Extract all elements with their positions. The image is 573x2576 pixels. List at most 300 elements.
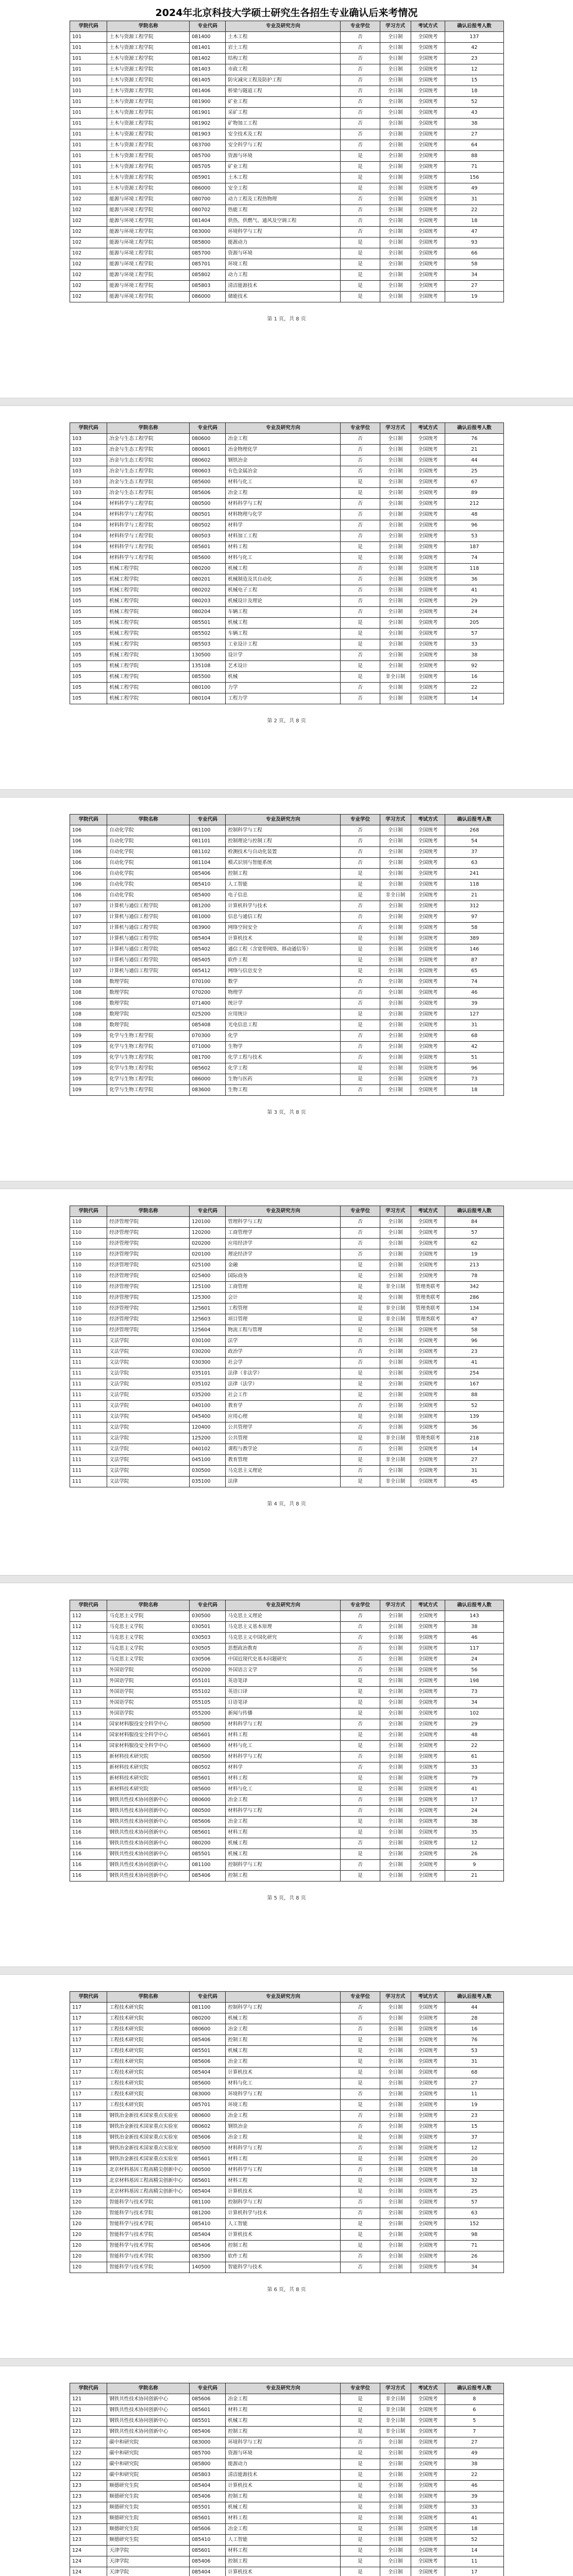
cell-applicant-count: 137 bbox=[445, 32, 503, 43]
column-header-major-code: 专业代码 bbox=[190, 1992, 226, 2003]
cell-college-code: 102 bbox=[70, 205, 107, 216]
cell-study-mode: 全日制 bbox=[380, 520, 411, 531]
page-footer: 第 2 页，共 8 页 bbox=[267, 718, 306, 724]
cell-major-code: 083900 bbox=[190, 923, 226, 934]
cell-college-name: 计算机与通信工程学院 bbox=[107, 912, 190, 923]
cell-applicant-count: 76 bbox=[445, 2035, 503, 2046]
cell-college-name: 冶金与生态工程学院 bbox=[107, 477, 190, 488]
column-header-major-code: 专业代码 bbox=[190, 423, 226, 434]
cell-college-name: 新材料技术研究院 bbox=[107, 1752, 190, 1762]
column-header-applicant-count: 确认后报考人数 bbox=[445, 2383, 503, 2394]
table-row bbox=[70, 2057, 504, 2067]
cell-major-code: 080700 bbox=[190, 194, 226, 205]
cell-college-name: 土木与资源工程学院 bbox=[107, 162, 190, 173]
table-row bbox=[70, 934, 504, 944]
cell-college-name: 工程技术研究院 bbox=[107, 2067, 190, 2078]
column-header-college-code: 学院代码 bbox=[70, 21, 107, 32]
cell-applicant-count: 33 bbox=[445, 1762, 503, 1773]
cell-major-name: 公共管理 bbox=[226, 1433, 341, 1444]
cell-applicant-count: 24 bbox=[445, 607, 503, 618]
cell-major-name: 环境工程 bbox=[226, 259, 341, 270]
cell-study-mode: 全日制 bbox=[380, 32, 411, 43]
cell-applicant-count: 41 bbox=[445, 2513, 503, 2524]
cell-study-mode: 全日制 bbox=[380, 1719, 411, 1730]
cell-major-name: 信息与通信工程 bbox=[226, 912, 341, 923]
cell-college-code: 101 bbox=[70, 75, 107, 86]
cell-college-name: 钢铁共性技术协同创新中心 bbox=[107, 1795, 190, 1806]
cell-applicant-count: 26 bbox=[445, 2251, 503, 2262]
cell-professional-degree: 是 bbox=[341, 2535, 380, 2546]
cell-study-mode: 全日制 bbox=[380, 1347, 411, 1358]
cell-college-code: 102 bbox=[70, 216, 107, 227]
cell-exam-mode: 全国统考 bbox=[411, 1063, 445, 1074]
cell-college-code: 118 bbox=[70, 2132, 107, 2143]
cell-college-name: 经济管理学院 bbox=[107, 1282, 190, 1293]
cell-exam-mode: 全国统考 bbox=[411, 1020, 445, 1031]
cell-major-code: 085700 bbox=[190, 2448, 226, 2459]
cell-major-name: 马克思主义理论 bbox=[226, 1466, 341, 1477]
cell-study-mode: 全日制 bbox=[380, 2143, 411, 2154]
cell-applicant-count: 286 bbox=[445, 1293, 503, 1303]
cell-professional-degree: 否 bbox=[341, 108, 380, 118]
cell-college-code: 110 bbox=[70, 1249, 107, 1260]
admission-table-page-4 bbox=[70, 1206, 504, 1487]
cell-college-code: 122 bbox=[70, 2448, 107, 2459]
cell-major-name: 法律（法学） bbox=[226, 1379, 341, 1390]
cell-professional-degree: 是 bbox=[341, 1020, 380, 1031]
cell-major-code: 085406 bbox=[190, 2556, 226, 2567]
cell-study-mode: 全日制 bbox=[380, 151, 411, 162]
cell-applicant-count: 48 bbox=[445, 1730, 503, 1741]
cell-college-name: 机械工程学院 bbox=[107, 650, 190, 661]
page-footer: 第 6 页，共 8 页 bbox=[267, 2287, 306, 2293]
cell-study-mode: 全日制 bbox=[380, 1379, 411, 1390]
cell-professional-degree: 是 bbox=[341, 2556, 380, 2567]
cell-applicant-count: 22 bbox=[445, 205, 503, 216]
cell-college-name: 文法学院 bbox=[107, 1412, 190, 1422]
cell-college-name: 能源与环境工程学院 bbox=[107, 205, 190, 216]
cell-college-code: 103 bbox=[70, 455, 107, 466]
cell-college-code: 103 bbox=[70, 477, 107, 488]
cell-major-code: 140500 bbox=[190, 2262, 226, 2273]
cell-college-code: 113 bbox=[70, 1676, 107, 1687]
table-row bbox=[70, 1020, 504, 1031]
cell-professional-degree: 是 bbox=[341, 1271, 380, 1282]
cell-applicant-count: 52 bbox=[445, 2535, 503, 2546]
cell-applicant-count: 11 bbox=[445, 2089, 503, 2100]
cell-professional-degree: 否 bbox=[341, 1249, 380, 1260]
cell-major-code: 085606 bbox=[190, 488, 226, 499]
cell-major-name: 材料工程 bbox=[226, 1730, 341, 1741]
table-row bbox=[70, 216, 504, 227]
cell-college-name: 能源与环境工程学院 bbox=[107, 194, 190, 205]
cell-college-name: 机械工程学院 bbox=[107, 574, 190, 585]
cell-exam-mode: 全国统考 bbox=[411, 2416, 445, 2427]
cell-professional-degree: 否 bbox=[341, 564, 380, 574]
table-row bbox=[70, 2024, 504, 2035]
cell-study-mode: 全日制 bbox=[380, 216, 411, 227]
cell-major-code: 030501 bbox=[190, 1622, 226, 1633]
cell-college-name: 冶金与生态工程学院 bbox=[107, 455, 190, 466]
cell-professional-degree: 是 bbox=[341, 944, 380, 955]
column-header-exam-mode: 考试方式 bbox=[411, 21, 445, 32]
column-header-college-code: 学院代码 bbox=[70, 1992, 107, 2003]
cell-professional-degree: 否 bbox=[341, 1228, 380, 1239]
cell-applicant-count: 47 bbox=[445, 1314, 503, 1325]
cell-major-name: 控制工程 bbox=[226, 2492, 341, 2502]
cell-applicant-count: 96 bbox=[445, 1336, 503, 1347]
cell-exam-mode: 全国统考 bbox=[411, 2427, 445, 2437]
cell-study-mode: 全日制 bbox=[380, 2013, 411, 2024]
cell-study-mode: 全日制 bbox=[380, 1020, 411, 1031]
cell-study-mode: 全日制 bbox=[380, 1698, 411, 1708]
cell-college-code: 113 bbox=[70, 1698, 107, 1708]
cell-applicant-count: 88 bbox=[445, 151, 503, 162]
cell-applicant-count: 33 bbox=[445, 639, 503, 650]
cell-major-code: 085404 bbox=[190, 2230, 226, 2241]
cell-college-name: 文法学院 bbox=[107, 1336, 190, 1347]
cell-professional-degree: 否 bbox=[341, 1622, 380, 1633]
cell-major-code: 085606 bbox=[190, 2524, 226, 2535]
table-row bbox=[70, 1730, 504, 1741]
cell-exam-mode: 全国统考 bbox=[411, 2492, 445, 2502]
cell-college-code: 120 bbox=[70, 2251, 107, 2262]
cell-professional-degree: 否 bbox=[341, 1053, 380, 1063]
cell-applicant-count: 46 bbox=[445, 2481, 503, 2492]
cell-study-mode: 全日制 bbox=[380, 1708, 411, 1719]
cell-major-name: 工商管理学 bbox=[226, 1228, 341, 1239]
cell-professional-degree: 否 bbox=[341, 2003, 380, 2013]
cell-college-code: 114 bbox=[70, 1730, 107, 1741]
table-row bbox=[70, 2035, 504, 2046]
cell-exam-mode: 全国统考 bbox=[411, 455, 445, 466]
cell-study-mode: 全日制 bbox=[380, 1063, 411, 1074]
cell-professional-degree: 否 bbox=[341, 1643, 380, 1654]
cell-exam-mode: 全国统考 bbox=[411, 2459, 445, 2470]
cell-exam-mode: 全国统考 bbox=[411, 574, 445, 585]
cell-professional-degree: 否 bbox=[341, 510, 380, 520]
cell-professional-degree: 是 bbox=[341, 2513, 380, 2524]
cell-college-code: 105 bbox=[70, 639, 107, 650]
cell-college-name: 外国语学院 bbox=[107, 1687, 190, 1698]
cell-exam-mode: 全国统考 bbox=[411, 2481, 445, 2492]
cell-college-code: 106 bbox=[70, 890, 107, 901]
cell-major-name: 土木工程 bbox=[226, 32, 341, 43]
column-header-college-code: 学院代码 bbox=[70, 423, 107, 434]
cell-study-mode: 全日制 bbox=[380, 2111, 411, 2122]
cell-applicant-count: 20 bbox=[445, 2154, 503, 2165]
cell-college-code: 111 bbox=[70, 1444, 107, 1455]
cell-college-code: 106 bbox=[70, 869, 107, 879]
cell-major-code: 080601 bbox=[190, 445, 226, 455]
table-row bbox=[70, 2502, 504, 2513]
cell-exam-mode: 全国统考 bbox=[411, 2111, 445, 2122]
cell-major-name: 马克思主义中国化研究 bbox=[226, 1633, 341, 1643]
cell-exam-mode: 全国统考 bbox=[411, 1676, 445, 1687]
cell-major-name: 冶金工程 bbox=[226, 488, 341, 499]
cell-applicant-count: 146 bbox=[445, 944, 503, 955]
cell-study-mode: 全日制 bbox=[380, 1390, 411, 1401]
cell-college-name: 机械工程学院 bbox=[107, 596, 190, 607]
cell-applicant-count: 66 bbox=[445, 248, 503, 259]
table-row bbox=[70, 2046, 504, 2057]
cell-major-code: 085601 bbox=[190, 2546, 226, 2556]
cell-applicant-count: 14 bbox=[445, 2546, 503, 2556]
cell-applicant-count: 37 bbox=[445, 2132, 503, 2143]
cell-major-name: 网络与信息安全 bbox=[226, 966, 341, 977]
cell-exam-mode: 全国统考 bbox=[411, 1795, 445, 1806]
cell-professional-degree: 是 bbox=[341, 1412, 380, 1422]
cell-college-name: 智能科学与技术学院 bbox=[107, 2208, 190, 2219]
cell-professional-degree: 否 bbox=[341, 923, 380, 934]
cell-major-code: 125603 bbox=[190, 1314, 226, 1325]
cell-major-name: 冶金工程 bbox=[226, 2394, 341, 2405]
column-header-college-code: 学院代码 bbox=[70, 2383, 107, 2394]
cell-college-code: 111 bbox=[70, 1477, 107, 1487]
cell-major-code: 083000 bbox=[190, 2089, 226, 2100]
table-row bbox=[70, 488, 504, 499]
cell-college-name: 文法学院 bbox=[107, 1347, 190, 1358]
column-header-study-mode: 学习方式 bbox=[380, 1206, 411, 1217]
cell-college-code: 107 bbox=[70, 923, 107, 934]
cell-college-name: 钢铁冶金新技术国家重点实验室 bbox=[107, 2132, 190, 2143]
table-row bbox=[70, 1303, 504, 1314]
cell-major-code: 030503 bbox=[190, 1633, 226, 1643]
cell-study-mode: 全日制 bbox=[380, 564, 411, 574]
cell-applicant-count: 76 bbox=[445, 434, 503, 445]
cell-professional-degree: 否 bbox=[341, 836, 380, 847]
cell-study-mode: 全日制 bbox=[380, 1217, 411, 1228]
cell-applicant-count: 18 bbox=[445, 86, 503, 97]
cell-exam-mode: 全国统考 bbox=[411, 2143, 445, 2154]
cell-college-name: 顺德研究生院 bbox=[107, 2535, 190, 2546]
cell-major-name: 资源与环境 bbox=[226, 151, 341, 162]
cell-study-mode: 非全日制 bbox=[380, 1303, 411, 1314]
cell-exam-mode: 全国统考 bbox=[411, 2470, 445, 2481]
column-header-applicant-count: 确认后报考人数 bbox=[445, 21, 503, 32]
cell-study-mode: 全日制 bbox=[380, 1633, 411, 1643]
table-row bbox=[70, 32, 504, 43]
cell-exam-mode: 全国统考 bbox=[411, 445, 445, 455]
cell-college-name: 土木与资源工程学院 bbox=[107, 108, 190, 118]
table-row bbox=[70, 1687, 504, 1698]
cell-college-code: 122 bbox=[70, 2437, 107, 2448]
cell-study-mode: 非全日制 bbox=[380, 2394, 411, 2405]
cell-applicant-count: 52 bbox=[445, 97, 503, 108]
table-row bbox=[70, 1477, 504, 1487]
cell-college-name: 经济管理学院 bbox=[107, 1293, 190, 1303]
cell-college-code: 110 bbox=[70, 1314, 107, 1325]
cell-major-name: 材料工程 bbox=[226, 2405, 341, 2416]
cell-applicant-count: 139 bbox=[445, 1412, 503, 1422]
cell-study-mode: 全日制 bbox=[380, 1466, 411, 1477]
cell-major-name: 材料与化工 bbox=[226, 1784, 341, 1795]
cell-applicant-count: 93 bbox=[445, 238, 503, 248]
cell-exam-mode: 全国统考 bbox=[411, 2208, 445, 2219]
cell-college-name: 新材料技术研究院 bbox=[107, 1773, 190, 1784]
cell-study-mode: 全日制 bbox=[380, 1752, 411, 1762]
cell-college-code: 103 bbox=[70, 445, 107, 455]
cell-applicant-count: 58 bbox=[445, 259, 503, 270]
table-row bbox=[70, 672, 504, 683]
cell-college-code: 121 bbox=[70, 2405, 107, 2416]
cell-major-name: 材料与化工 bbox=[226, 2078, 341, 2089]
column-header-professional-degree: 专业学位 bbox=[341, 423, 380, 434]
cell-college-name: 工程技术研究院 bbox=[107, 2100, 190, 2111]
cell-study-mode: 全日制 bbox=[380, 1827, 411, 1838]
column-header-exam-mode: 考试方式 bbox=[411, 423, 445, 434]
column-header-study-mode: 学习方式 bbox=[380, 1992, 411, 2003]
cell-college-code: 107 bbox=[70, 955, 107, 966]
cell-exam-mode: 全国统考 bbox=[411, 2100, 445, 2111]
cell-college-code: 101 bbox=[70, 108, 107, 118]
table-row bbox=[70, 1665, 504, 1676]
cell-exam-mode: 全国统考 bbox=[411, 1687, 445, 1698]
cell-study-mode: 全日制 bbox=[380, 43, 411, 54]
column-header-professional-degree: 专业学位 bbox=[341, 1600, 380, 1611]
cell-major-name: 金融 bbox=[226, 1260, 341, 1271]
cell-applicant-count: 218 bbox=[445, 1433, 503, 1444]
cell-major-code: 080600 bbox=[190, 2024, 226, 2035]
table-header-row bbox=[70, 423, 504, 434]
column-header-college-code: 学院代码 bbox=[70, 1600, 107, 1611]
cell-college-name: 材料科学与工程学院 bbox=[107, 531, 190, 542]
cell-professional-degree: 是 bbox=[341, 2241, 380, 2251]
cell-major-name: 冶金工程 bbox=[226, 2524, 341, 2535]
table-row bbox=[70, 693, 504, 704]
cell-college-name: 天津学院 bbox=[107, 2556, 190, 2567]
cell-major-name: 英语口译 bbox=[226, 1687, 341, 1698]
cell-applicant-count: 156 bbox=[445, 173, 503, 183]
table-row bbox=[70, 1412, 504, 1422]
cell-major-code: 085601 bbox=[190, 1730, 226, 1741]
cell-study-mode: 全日制 bbox=[380, 1239, 411, 1249]
cell-major-code: 081200 bbox=[190, 2208, 226, 2219]
cell-major-name: 安全工程 bbox=[226, 183, 341, 194]
cell-study-mode: 全日制 bbox=[380, 466, 411, 477]
cell-study-mode: 全日制 bbox=[380, 542, 411, 553]
cell-exam-mode: 全国统考 bbox=[411, 1401, 445, 1412]
cell-professional-degree: 是 bbox=[341, 2219, 380, 2230]
cell-major-code: 030500 bbox=[190, 1466, 226, 1477]
cell-study-mode: 全日制 bbox=[380, 140, 411, 151]
cell-college-name: 工程技术研究院 bbox=[107, 2013, 190, 2024]
cell-study-mode: 全日制 bbox=[380, 607, 411, 618]
cell-applicant-count: 12 bbox=[445, 64, 503, 75]
cell-college-code: 110 bbox=[70, 1325, 107, 1336]
table-row bbox=[70, 2470, 504, 2481]
cell-major-name: 矿业工程 bbox=[226, 97, 341, 108]
cell-college-code: 101 bbox=[70, 43, 107, 54]
cell-exam-mode: 全国统考 bbox=[411, 248, 445, 259]
cell-college-code: 112 bbox=[70, 1643, 107, 1654]
cell-college-code: 105 bbox=[70, 564, 107, 574]
cell-professional-degree: 是 bbox=[341, 2176, 380, 2187]
cell-professional-degree: 否 bbox=[341, 998, 380, 1009]
cell-professional-degree: 是 bbox=[341, 1817, 380, 1827]
cell-college-name: 文法学院 bbox=[107, 1466, 190, 1477]
cell-exam-mode: 全国统考 bbox=[411, 1762, 445, 1773]
cell-exam-mode: 全国统考 bbox=[411, 847, 445, 858]
cell-exam-mode: 全国统考 bbox=[411, 553, 445, 564]
table-row bbox=[70, 1827, 504, 1838]
cell-study-mode: 全日制 bbox=[380, 510, 411, 520]
cell-professional-degree: 否 bbox=[341, 54, 380, 64]
cell-college-name: 工程技术研究院 bbox=[107, 2024, 190, 2035]
cell-college-code: 123 bbox=[70, 2481, 107, 2492]
cell-major-code: 085600 bbox=[190, 1741, 226, 1752]
cell-professional-degree: 是 bbox=[341, 661, 380, 672]
cell-major-name: 电子信息 bbox=[226, 890, 341, 901]
cell-applicant-count: 23 bbox=[445, 2111, 503, 2122]
cell-major-code: 085500 bbox=[190, 672, 226, 683]
cell-major-code: 080100 bbox=[190, 683, 226, 693]
cell-applicant-count: 41 bbox=[445, 1358, 503, 1368]
cell-major-name: 化学工程 bbox=[226, 1063, 341, 1074]
cell-professional-degree: 是 bbox=[341, 238, 380, 248]
cell-professional-degree: 否 bbox=[341, 140, 380, 151]
cell-professional-degree: 否 bbox=[341, 650, 380, 661]
table-row bbox=[70, 477, 504, 488]
cell-exam-mode: 全国统考 bbox=[411, 1466, 445, 1477]
cell-applicant-count: 18 bbox=[445, 216, 503, 227]
cell-exam-mode: 全国统考 bbox=[411, 238, 445, 248]
table-row bbox=[70, 292, 504, 302]
cell-study-mode: 全日制 bbox=[380, 2219, 411, 2230]
table-row bbox=[70, 129, 504, 140]
cell-professional-degree: 是 bbox=[341, 1390, 380, 1401]
cell-college-name: 碳中和研究院 bbox=[107, 2470, 190, 2481]
cell-major-name: 安全科学与工程 bbox=[226, 140, 341, 151]
cell-major-code: 085601 bbox=[190, 542, 226, 553]
cell-exam-mode: 全国统考 bbox=[411, 270, 445, 281]
cell-exam-mode: 全国统考 bbox=[411, 2024, 445, 2035]
cell-professional-degree: 是 bbox=[341, 2154, 380, 2165]
cell-professional-degree: 否 bbox=[341, 2089, 380, 2100]
cell-major-code: 080500 bbox=[190, 2165, 226, 2176]
table-row bbox=[70, 944, 504, 955]
cell-study-mode: 全日制 bbox=[380, 2251, 411, 2262]
cell-professional-degree: 是 bbox=[341, 2100, 380, 2111]
cell-exam-mode: 全国统考 bbox=[411, 510, 445, 520]
cell-exam-mode: 全国统考 bbox=[411, 2405, 445, 2416]
table-row bbox=[70, 2165, 504, 2176]
cell-applicant-count: 62 bbox=[445, 1239, 503, 1249]
page-separator bbox=[0, 2358, 573, 2366]
cell-major-code: 080502 bbox=[190, 1762, 226, 1773]
table-row bbox=[70, 434, 504, 445]
admission-table-page-7 bbox=[70, 2383, 504, 2576]
cell-college-name: 碳中和研究院 bbox=[107, 2459, 190, 2470]
table-row bbox=[70, 836, 504, 847]
cell-major-code: 081100 bbox=[190, 825, 226, 836]
cell-study-mode: 非全日制 bbox=[380, 1282, 411, 1293]
cell-applicant-count: 6 bbox=[445, 2405, 503, 2416]
table-row bbox=[70, 2089, 504, 2100]
cell-exam-mode: 全国统考 bbox=[411, 890, 445, 901]
cell-study-mode: 全日制 bbox=[380, 162, 411, 173]
table-row bbox=[70, 2154, 504, 2165]
column-header-exam-mode: 考试方式 bbox=[411, 1600, 445, 1611]
table-row bbox=[70, 1347, 504, 1358]
cell-professional-degree: 否 bbox=[341, 2437, 380, 2448]
cell-major-code: 050200 bbox=[190, 1665, 226, 1676]
cell-college-name: 冶金与生态工程学院 bbox=[107, 434, 190, 445]
table-header-row bbox=[70, 21, 504, 32]
cell-college-code: 102 bbox=[70, 281, 107, 292]
cell-professional-degree: 否 bbox=[341, 574, 380, 585]
cell-exam-mode: 全国统考 bbox=[411, 1228, 445, 1239]
